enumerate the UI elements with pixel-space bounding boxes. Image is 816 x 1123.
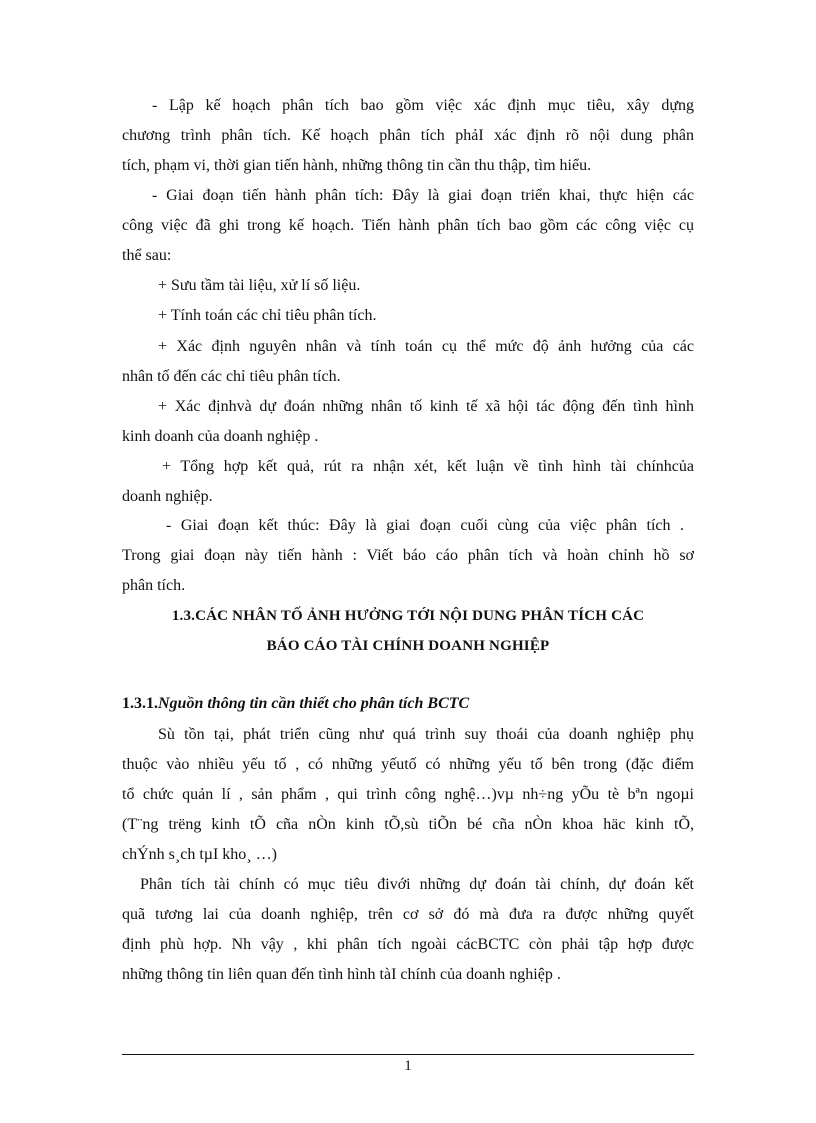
footer-divider xyxy=(122,1054,694,1055)
list-item: + Xác địnhvà dự đoán những nhân tố kinh tế xã hội tác động đến tình hình xyxy=(158,398,694,415)
paragraph-line: định phù hợp. Nh vậy , khi phân tích ngoài cácBCTC còn phải tập hợp được xyxy=(122,936,694,953)
list-item: doanh nghiệp. xyxy=(122,488,213,505)
paragraph-line: thể sau: xyxy=(122,247,172,264)
paragraph-line: những thông tin liên quan đến tình hình tàI chính của doanh nghiệp . xyxy=(122,966,561,983)
list-item: + Tổng hợp kết quả, rút ra nhận xét, kết luận về tình hình tài chínhcủa xyxy=(162,458,694,475)
paragraph-line: Trong giai đoạn này tiến hành : Viết báo cáo phân tích và hoàn chỉnh hồ sơ xyxy=(122,547,694,564)
paragraph-line: tích, phạm vi, thời gian tiến hành, những thông tin cần thu thập, tìm hiểu. xyxy=(122,157,592,174)
list-item: + Tính toán các chỉ tiêu phân tích. xyxy=(158,307,377,324)
paragraph-line: - Lập kế hoạch phân tích bao gồm việc xác định mục tiêu, xây dựng xyxy=(152,97,694,114)
paragraph-line: (T¨ng trëng kinh tÕ cña nÒn kinh tÕ,sù tiÕn bé cña nÒn khoa häc kinh tÕ, xyxy=(122,816,694,833)
subsection-title: Nguồn thông tin cần thiết cho phân tích BCTC xyxy=(158,695,470,712)
section-heading: BÁO CÁO TÀI CHÍNH DOANH NGHIỆP xyxy=(266,638,550,654)
section-heading: 1.3.CÁC NHÂN TỐ ẢNH HƯỞNG TỚI NỘI DUNG PHÂN TÍCH CÁC xyxy=(171,608,645,624)
paragraph-line: - Giai đoạn tiến hành phân tích: Đây là giai đoạn triển khai, thực hiện các xyxy=(152,187,694,204)
list-item: + Xác định nguyên nhân và tính toán cụ thể mức độ ảnh hưởng của các xyxy=(158,338,694,355)
list-item: + Sưu tầm tài liệu, xử lí số liệu. xyxy=(158,277,361,294)
paragraph-line: tổ chức quản lí , sản phẩm , qui trình công nghệ…)vµ nh÷ng yÕu tè bªn ngoµi xyxy=(122,786,694,803)
paragraph-line: chương trình phân tích. Kế hoạch phân tích phảI xác định rõ nội dung phân xyxy=(122,127,694,144)
subsection-number: 1.3.1. xyxy=(122,695,158,712)
paragraph-line: Sù tồn tại, phát triển cũng như quá trình suy thoái của doanh nghiệp phụ xyxy=(158,726,694,743)
paragraph-line: - Giai đoạn kết thúc: Đây là giai đoạn cuối cùng của việc phân tích . xyxy=(166,517,684,534)
paragraph-line: phân tích. xyxy=(122,577,186,594)
paragraph-line: chÝnh s¸ch tµI kho¸ …) xyxy=(122,846,277,863)
paragraph-line: Phân tích tài chính có mục tiêu đivới những dự đoán tài chính, dự đoán kết xyxy=(140,876,694,893)
paragraph-line: công việc đã ghi trong kế hoạch. Tiến hành phân tích bao gồm các công việc cụ xyxy=(122,217,694,234)
page-number: 1 xyxy=(404,1058,412,1074)
paragraph-line: thuộc vào nhiều yếu tố , có những yếutố có những yếu tố bên trong (đặc điểm xyxy=(122,756,694,773)
subsection-heading xyxy=(122,694,694,714)
list-item: kinh doanh của doanh nghiệp . xyxy=(122,428,319,445)
paragraph-line: quã tương lai của doanh nghiệp, trên cơ sở đó mà đưa ra được những quyết xyxy=(122,906,694,923)
list-item: nhân tố đến các chỉ tiêu phân tích. xyxy=(122,368,341,385)
